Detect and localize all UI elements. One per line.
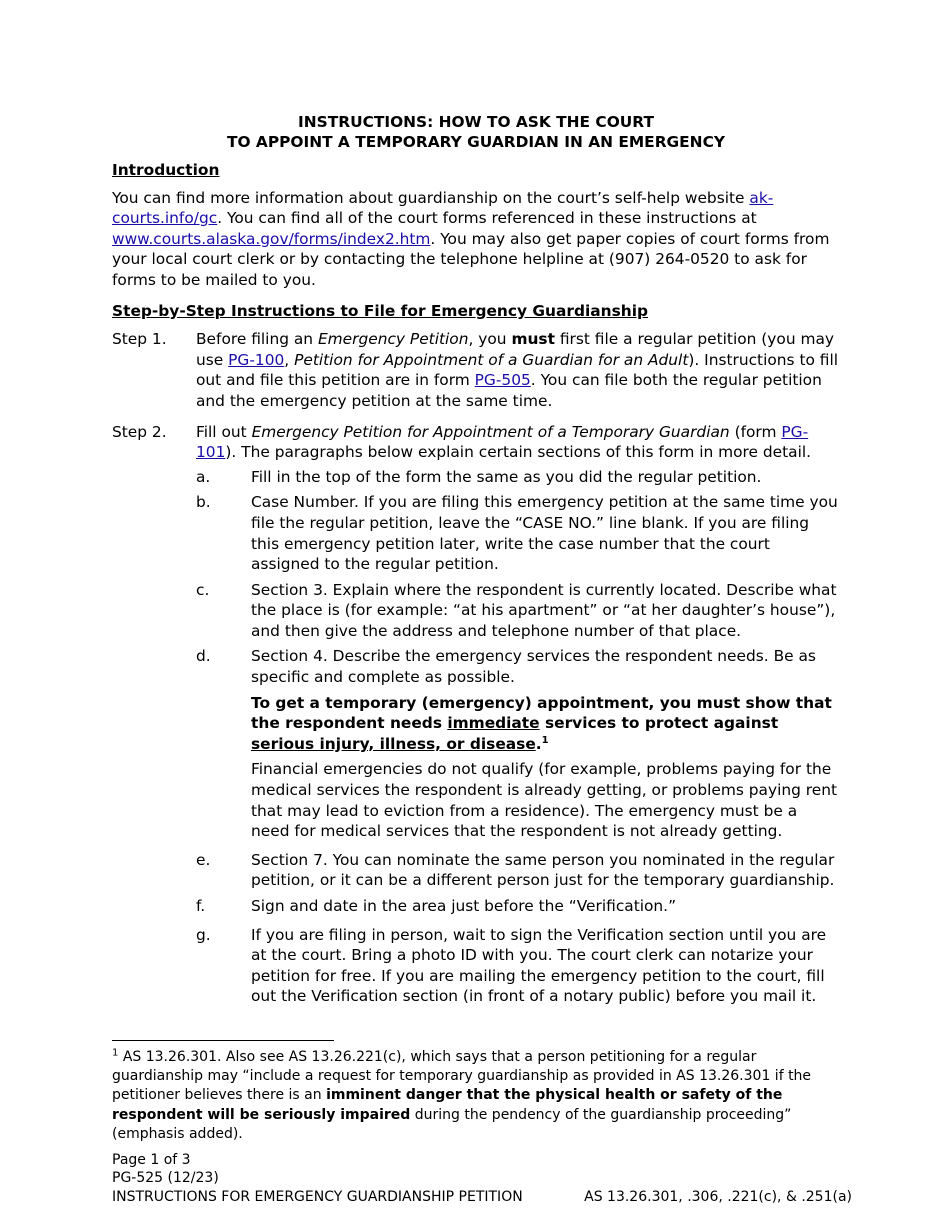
- step-1: [112, 329, 840, 411]
- footnote-reference: 1: [541, 734, 549, 746]
- pg-100-link[interactable]: PG-100: [228, 350, 285, 369]
- callout-text-3: .: [535, 734, 542, 753]
- item-b-label: b.: [196, 493, 211, 512]
- step-2-item-e: [112, 850, 840, 891]
- steps-heading: Step-by-Step Instructions to File for Emergency Guardianship: [112, 301, 649, 320]
- pg-101-form-title: Emergency Petition for Appointment of a Temporary Guardian: [251, 422, 730, 441]
- court-forms-link[interactable]: www.courts.alaska.gov/forms/index2.htm: [112, 229, 431, 248]
- intro-text-1: You can find more information about guardianship on the court’s self-help website: [112, 188, 750, 207]
- introduction-heading: Introduction: [112, 161, 220, 179]
- callout-immediate: immediate: [447, 714, 540, 733]
- step-2-text-3: ). The paragraphs below explain certain sections of this form in more detail.: [225, 443, 812, 462]
- footnote: [112, 1048, 842, 1144]
- callout-text-2: services to protect against: [539, 714, 779, 733]
- title-line-1: INSTRUCTIONS: HOW TO ASK THE COURT: [298, 113, 654, 131]
- form-number: PG-525 (12/23): [112, 1170, 219, 1187]
- item-a-label: a.: [196, 467, 211, 486]
- item-e-label: e.: [196, 850, 211, 869]
- step-2-text-1: Fill out: [196, 422, 252, 441]
- callout-text-1: To get a temporary (emergency) appointment, you must show that the respondent needs: [251, 693, 832, 733]
- pg-100-form-title: Petition for Appointment of a Guardian for an Adult: [294, 350, 689, 369]
- page-footer: [112, 1151, 852, 1206]
- item-g-text: If you are filing in person, wait to sign the Verification section until you are at the court. Bring a photo ID with you. The court clerk can notarize your petition for free. If you are mailing the emergency petition to the court, fill out the Verification section (in front of a notary public) before you mail it.: [251, 925, 827, 1006]
- item-c-label: c.: [196, 580, 210, 599]
- introduction-paragraph: [112, 188, 840, 291]
- step-2-item-f: [112, 896, 840, 917]
- item-c-text: Section 3. Explain where the respondent is currently located. Describe what the place is (for example: “at his apartment” or “at her daughter’s house”), and then give the address and telephone number of that place.: [251, 580, 837, 640]
- step-2-item-g: [112, 925, 840, 1007]
- document-title: [112, 112, 840, 152]
- footnote-text-1: AS 13.26.301. Also see AS 13.26.221(c), which says that a person petitioning for a regular guardianship may “include a request for temporary guardianship as provided in AS 13.26.301 if the petitioner believes there is an: [112, 1049, 812, 1104]
- step-2-label: Step 2.: [112, 422, 167, 441]
- item-b-text: Case Number. If you are filing this emergency petition at the same time you file the regular petition, leave the “CASE NO.” line blank. If you are filing this emergency petition later, write the case number that the court assigned to the regular petition.: [251, 493, 838, 574]
- emergency-requirement-callout: [251, 693, 840, 755]
- intro-text-2: . You can find all of the court forms referenced in these instructions at: [217, 209, 757, 228]
- step-1-text: [196, 329, 840, 411]
- page-number: Page 1 of 3: [112, 1152, 191, 1168]
- intro-text-3: . You may also get paper copies of court forms from your local court clerk or by contacting the telephone helpline at (907) 264-0520 to ask for forms to be mailed to you.: [112, 229, 830, 289]
- document-page: [112, 112, 840, 1012]
- item-f-label: f.: [196, 897, 206, 915]
- item-f-text: Sign and date in the area just before the “Verification.”: [251, 897, 677, 915]
- item-e-text: Section 7. You can nominate the same person you nominated in the regular petition, or it can be a different person just for the temporary guardianship.: [251, 850, 835, 890]
- step-2-text-2: (form: [729, 422, 782, 441]
- footnote-number: 1: [112, 1047, 119, 1059]
- step-2-item-a: [112, 467, 840, 488]
- item-d-label: d.: [196, 647, 211, 666]
- item-g-label: g.: [196, 925, 211, 944]
- step-2-text: [196, 422, 840, 463]
- item-a-text: Fill in the top of the form the same as you did the regular petition.: [251, 467, 762, 486]
- form-name: INSTRUCTIONS FOR EMERGENCY GUARDIANSHIP PETITION: [112, 1188, 523, 1205]
- self-help-website-link[interactable]: ak-courts.info/gc: [112, 188, 774, 228]
- step-1-text-6: . You can file both the regular petition and the emergency petition at the same time.: [196, 371, 822, 410]
- item-d-text: Section 4. Describe the emergency services the respondent needs. Be as specific and complete as possible.: [251, 647, 816, 687]
- step-2-item-c: [112, 580, 840, 642]
- statute-references: AS 13.26.301, .306, .221(c), & .251(a): [584, 1188, 852, 1205]
- step-2-item-b: [112, 492, 840, 574]
- step-1-label: Step 1.: [112, 330, 167, 349]
- step-2-item-d: [112, 646, 840, 687]
- footnote-text-2: during the pendency of the guardianship proceeding” (emphasis added).: [112, 1106, 792, 1142]
- step-1-text-3: first file a regular petition (you may use: [196, 330, 835, 369]
- step-1-text-1: Before filing an: [196, 330, 318, 349]
- step-2: [112, 422, 840, 1007]
- step-1-text-2: , you: [468, 330, 512, 349]
- financial-emergencies-paragraph: Financial emergencies do not qualify (for example, problems paying for the medical services the respondent is already getting, or problems paying rent that may lead to eviction from a residence). The emergency must be a need for medical services that the respondent is not already getting.: [251, 760, 838, 841]
- callout-serious-injury: serious injury, illness, or disease: [251, 734, 536, 753]
- footnote-bold-quote: imminent danger that the physical health or safety of the respondent will be seriously impaired: [112, 1087, 783, 1123]
- footer-row: [112, 1188, 852, 1206]
- must-emphasis: must: [511, 330, 555, 349]
- step-1-text-4: ,: [284, 350, 295, 369]
- pg-505-link[interactable]: PG-505: [474, 371, 531, 390]
- emergency-petition-title: Emergency Petition: [317, 330, 469, 349]
- pg-101-link[interactable]: PG-101: [196, 422, 809, 462]
- step-1-text-5: ). Instructions to fill out and file this petition are in form: [196, 350, 839, 390]
- title-line-2: TO APPOINT A TEMPORARY GUARDIAN IN AN EMERGENCY: [226, 133, 726, 151]
- footnote-divider: [112, 1040, 334, 1041]
